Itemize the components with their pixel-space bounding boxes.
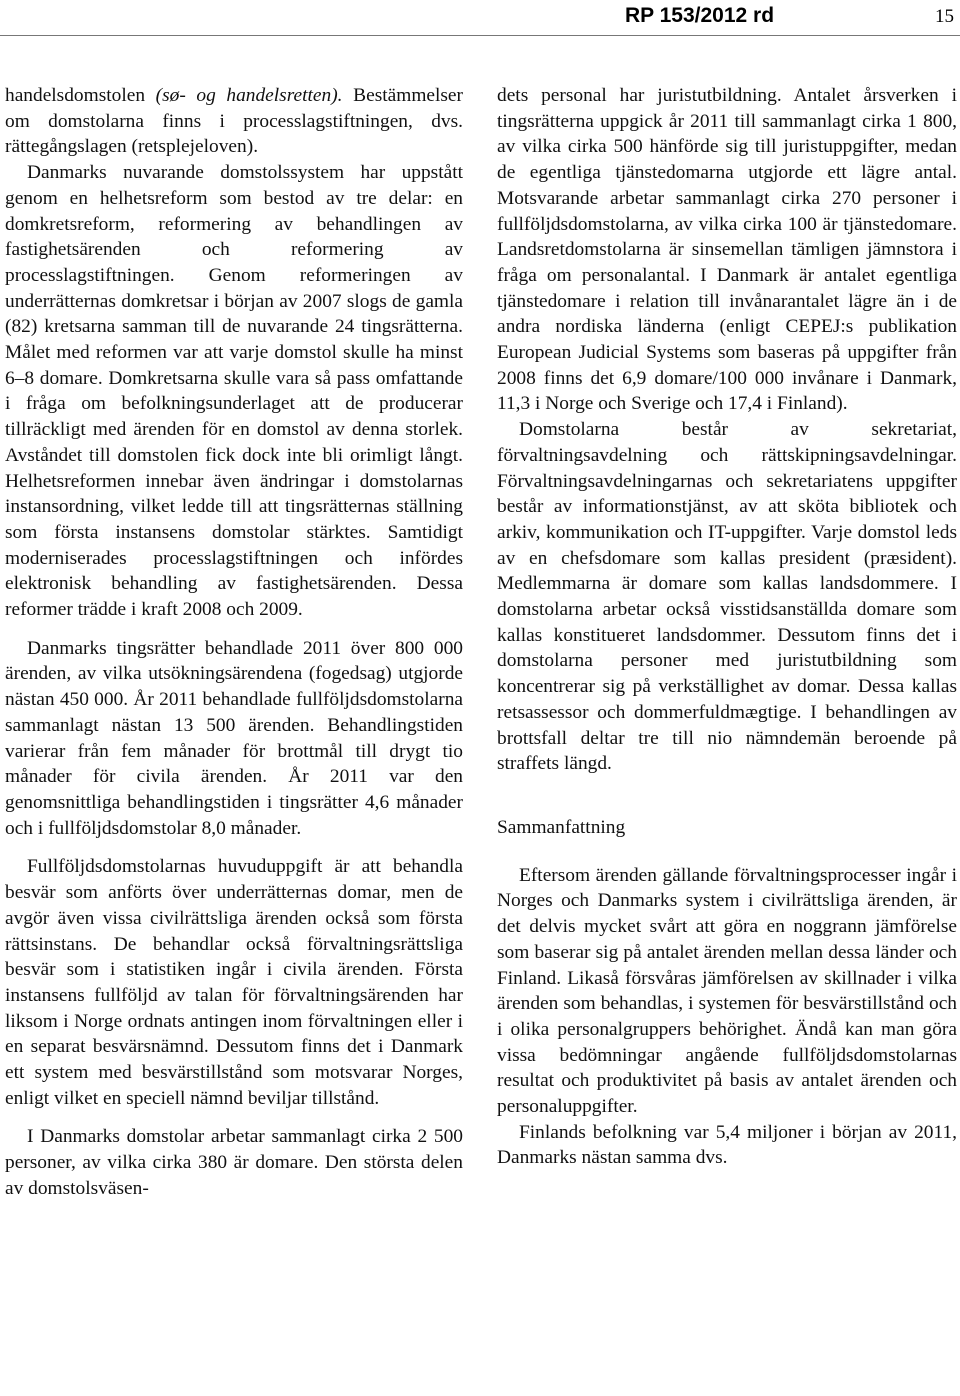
header-divider [0,35,960,36]
paragraph: Danmarks nuvarande domstolssystem har uppstått genom en helhetsreform som bestod av tre delar: en domkretsreform, reformering av behandlingen av fastighetsärenden och reformering av processlagstiftningen. Genom reformeringen av underrätternas domkretsar i början av 2007 slogs de gamla (82) kretsarna samman till de nuvarande 24 tingsrätterna. Målet med reformen var att varje domstol skulle ha minst 6–8 domare. Domkretsarna skulle vara så pass omfattande i fråga om befolkningsunderlaget att de producerar tillräckligt med ärenden för en domstol av denna storlek. Avståndet till domstolen fick dock inte bli orimligt långt. Helhetsreformen innebar även ändringar i domstolarnas instansordning, vilket ledde till att tingsrätternas ställning som första instansens domstolar stärktes. Samtidigt moderniserades processlagstiftningen och infördes elektronisk behandling av fastighetsärenden. Dessa reformer trädde i kraft 2008 och 2009. [5,162,463,621]
paragraph: I Danmarks domstolar arbetar sammanlagt cirka 2 500 personer, av vilka cirka 380 är domare. Den största delen av domstolsväsen- [5,1126,463,1199]
italic-term: (sø- og handelsretten). [155,85,343,106]
paragraph: Eftersom ärenden gällande förvaltningsprocesser ingår i Norges och Danmarks system i civilrättsliga ärenden, är det delvis mycket svårt att göra en noggrann jämförelse som baserar sig på antalet ärenden mellan dessa länder och Finland. Likaså försvåras jämförelsen av skillnader i vilka ärenden som behandlas, i systemen för besvärstillstånd och i olika personalgruppers behörighet. Ändå kan man göra vissa bedömningar angående fullföljdsdomstolarnas resultat och produktivitet på basis av antalet ärenden och personaluppgifter. [497,864,957,1118]
paragraph: Danmarks tingsrätter behandlade 2011 över 800 000 ärenden, av vilka utsökningsärendena (fogedsag) utgjorde nästan 450 000. År 2011 behandlade fullföljdsdomstolarna sammanlagt nästan 13 500 ärenden. Behandlingstiden varierar från fem månader för brottmål till drygt tio månader för civila ärenden. År 2011 var den genomsnittliga behandlingstiden i tingsrätter 4,6 månader och i fullföljdsdomstolar 8,0 månader. [5,637,463,839]
left-column [5,83,463,1202]
document-reference: RP 153/2012 rd [625,4,775,27]
section-heading: Sammanfattning [497,816,626,838]
paragraph: dets personal har juristutbildning. Antalet årsverken i tingsrätterna uppgick år 2011 till sammanlagt cirka 1 800, av vilka cirka 500 hänförde sig till juristuppgifter, medan de egentliga tjänstedomarna utgjorde ett lägre antal. Motsvarande arbetar sammanlagt cirka 270 personer i fullföljdsdomstolarna, av vilka cirka 100 är tjänstedomare. Landsretdomstolarna är sinsemellan tämligen jämnstora i fråga om personalantal. I Danmark är antalet egentliga tjänstedomare i relation till invånarantalet lägre än i de andra nordiska länderna (enligt CEPEJ:s publikation European Judicial Systems som baseras på uppgifter från 2008 finns det 6,9 domare/100 000 invånare i Danmark, 11,3 i Norge och Sverige och 17,4 i Finland). [497,85,957,415]
paragraph: Fullföljdsdomstolarnas huvuduppgift är att behandla besvär som anförts över underrätternas domar, men de avgör även vissa civilrättsliga ärenden också som första rättsinstans. De behandlar också förvaltningsrättsliga besvär som i statistiken ingår i civila ärenden. Första instansens fullföljd av talan för förvaltningsärenden har liksom i Norge ordnats antingen inom förvaltningen eller i en separat besvärsnämnd. Dessutom finns det i Danmark ett system med besvärstillstånd som motsvarar Norges, enligt vilket en speciell nämnd beviljar tillstånd. [5,856,463,1109]
paragraph: Domstolarna består av sekretariat, förvaltningsavdelning och rättskipningsavdelningar. Förvaltningsavdelningarnas och sekretariatens uppgifter består av informationstjänst, av att sköta bibliotek och arkiv, kommunikation och IT-uppgifter. Varje domstol leds av en chefsdomare som kallas president (præsident). Medlemmarna är domare som kallas landsdommere. I domstolarna arbetar också visstidsanställda domare som kallas konstitueret landsdommer. Dessutom finns det i domstolarna personer med juristutbildning som koncentrerar sig på verkställighet av domar. Dessa kallas retsassessor och dommerfuldmægtige. I behandlingen av brottsfall deltar tre till nio nämndemän beroende på straffets längd. [497,419,957,775]
paragraph-text: handelsdomstolen [5,85,156,106]
paragraph-text: Bestämmelser om domstolarna finns i processlagstiftningen, dvs. rättegångslagen (retsplejeloven). [5,85,464,158]
page-header [0,0,960,38]
paragraph [5,83,463,160]
page-number: 15 [935,6,954,27]
paragraph: Finlands befolkning var 5,4 miljoner i början av 2011, Danmarks nästan samma dvs. [497,1121,957,1169]
right-column [497,83,957,1171]
